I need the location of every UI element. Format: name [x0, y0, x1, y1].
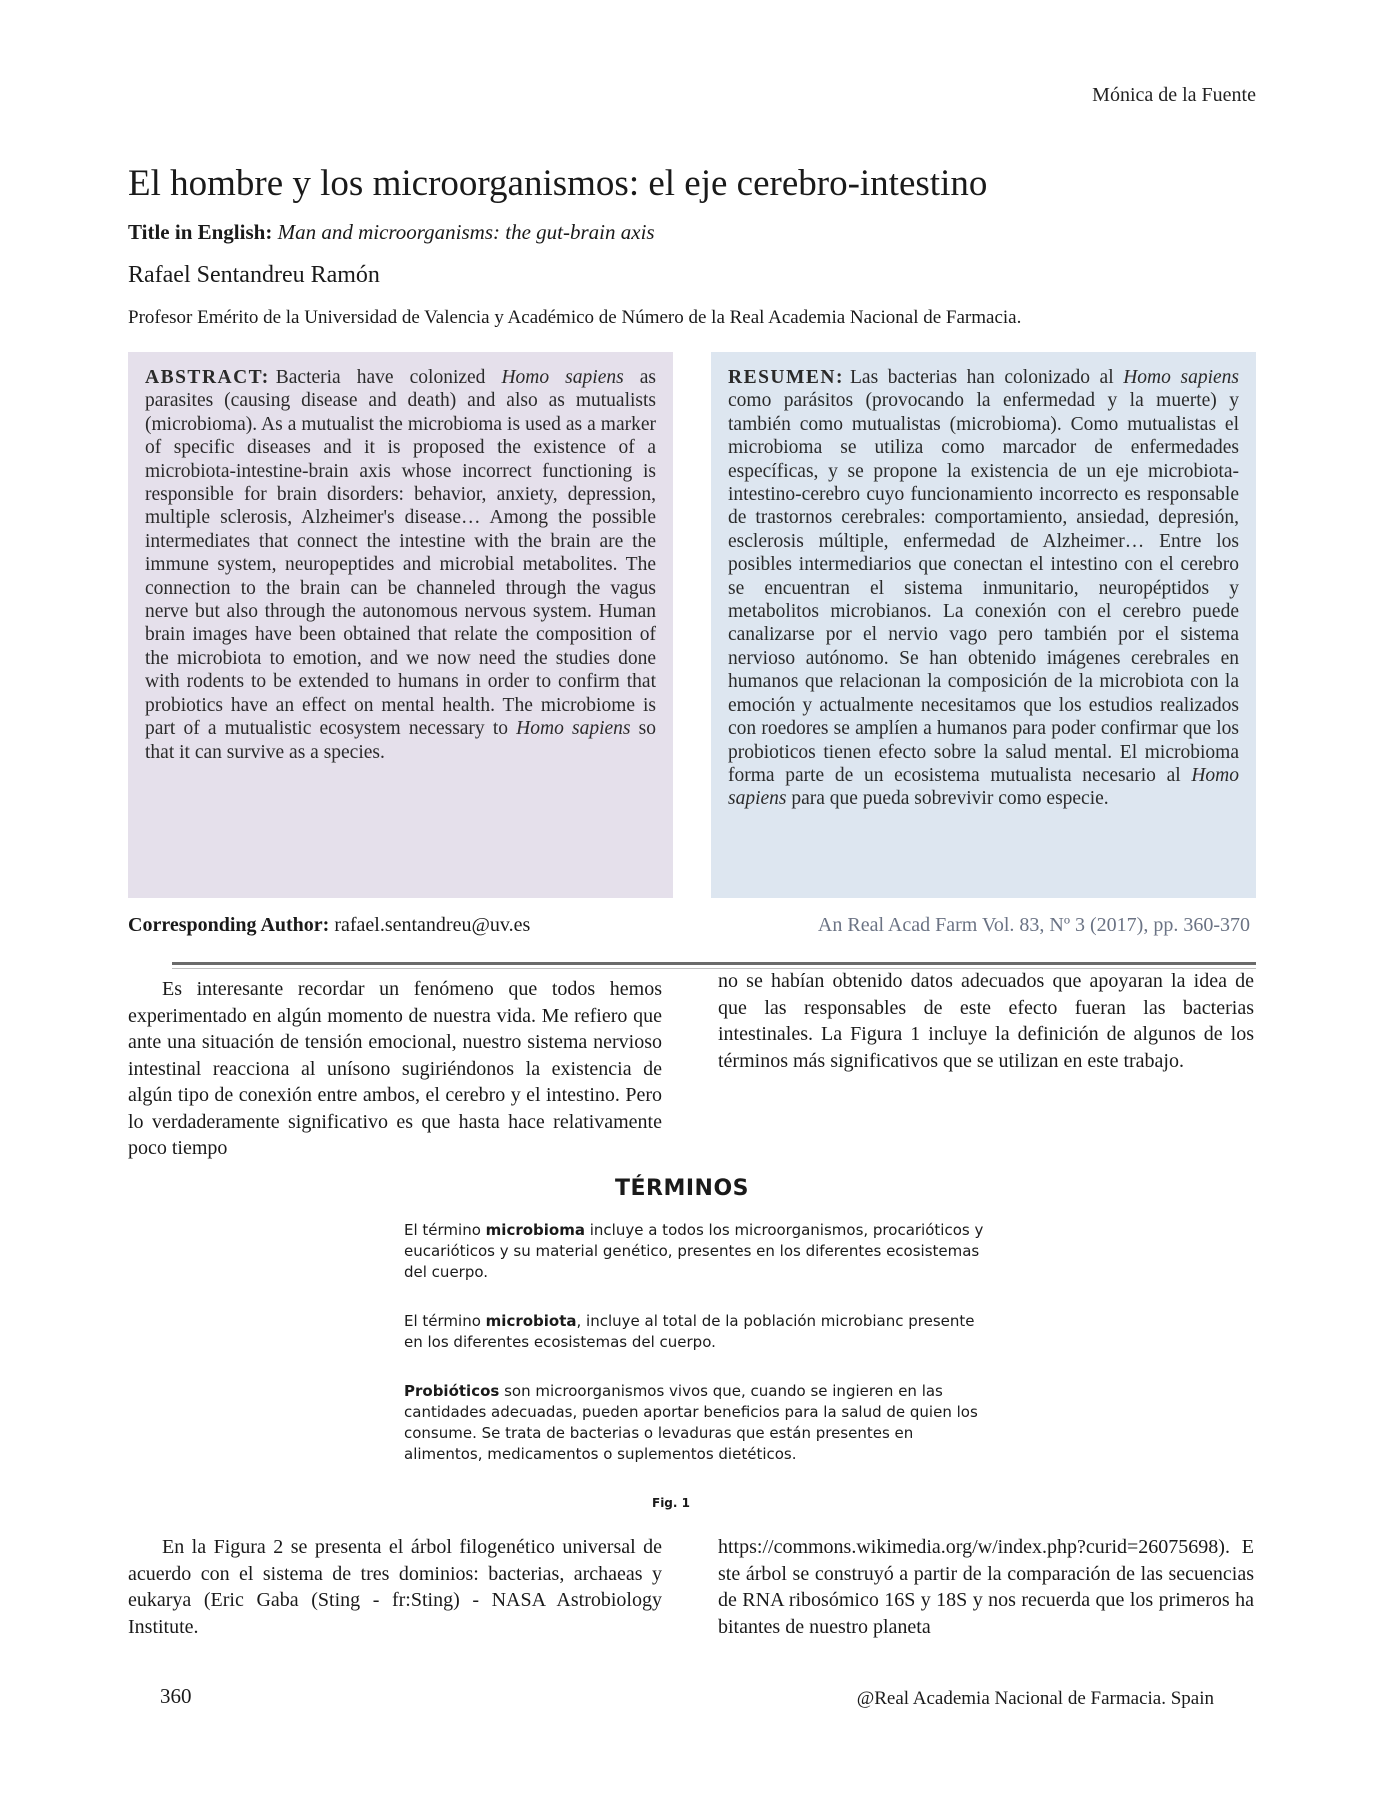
definition-probioticos: [404, 1381, 994, 1465]
resumen-text-2: como parásitos (provocando la enfermedad y la muerte) y también como mutualistas (microbioma). Como mutualistas el microbioma se utiliza como marcador de enfermedades específicas, y se propone la existencia de un eje microbiota-intestino-cerebro cuyo funcionamiento incorrecto es responsable de trastornos cerebrales: comportamiento, ansiedad, depresión, esclerosis múltiple, enfermedad de Alzheimer… Entre los posibles intermediarios que conectan el intestino con el cerebro se encuentran el sistema inmunitario, neuropéptidos y metabolitos microbianos. La conexión con el cerebro puede canalizarse por el nervio vago pero también por el sistema nervioso autónomo. Se han obtenido imágenes cerebrales en humanos que relacionan la composición de la microbiota con la emoción y actualmente necesitamos que los estudios realizados con roedores se amplíen a humanos para poder confirmar que los probioticos tienen efecto sobre la salud mental. El microbioma forma parte de un ecosistema mutualista necesario al: [728, 390, 1239, 786]
publisher-footer: @Real Academia Nacional de Farmacia. Spain: [856, 1688, 1214, 1709]
english-title-value: Man and microorganisms: the gut-brain axis: [277, 220, 655, 244]
definition-microbiota-text: , incluye al total de la población microbianc presente en los diferentes ecosistemas del cuerpo.: [404, 1312, 975, 1351]
abstract-text-1: Bacteria have colonized: [275, 367, 502, 388]
body-paragraph-left-2: En la Figura 2 se presenta el árbol filogenético universal de acuerdo con el sistema de tres dominios: bacterias, archaeas y eukarya (Eric Gaba (Sting - fr:Sting) - NASA Astrobiology Institute.: [128, 1536, 662, 1638]
resumen-text-3: para que pueda sobrevivir como especie.: [786, 788, 1109, 810]
abstract-label: ABSTRACT:: [145, 367, 270, 388]
resumen-text-1: Las bacterias han colonizado al: [850, 367, 1124, 388]
body-paragraph-right-2: https://commons.wikimedia.org/w/index.php?curid=26075698). Este árbol se construyó a partir de la comparación de las secuencias de RNA ribosómico 16S y 18S y nos recuerda que los primeros habitantes de nuestro planeta: [718, 1536, 1254, 1638]
definition-microbiota: [404, 1311, 994, 1353]
definition-probioticos-text: son microorganismos vivos que, cuando se ingieren en las cantidades adecuadas, pueden aportar beneficios para la salud de quien los consume. Se trata de bacterias o levaduras que están presentes en alimentos, medicamentos o suplementos dietéticos.: [404, 1382, 978, 1463]
abstract-italic-1: Homo sapiens: [501, 367, 624, 388]
english-title-label: Title in English:: [128, 220, 273, 244]
page-number: 360: [160, 1684, 192, 1708]
definition-microbiota-pre: El término: [404, 1312, 486, 1330]
body-paragraph-left-1: Es interesante recordar un fenómeno que todos hemos experimentado en algún momento de nuestra vida. Me refiero que ante una situación de tensión emocional, nuestro sistema nervioso intestinal reacciona al unísono sugiriéndonos la existencia de algún tipo de conexión entre ambos, el cerebro y el intestino. Pero lo verdaderamente significativo es que hasta hace relativamente poco tiempo: [128, 978, 662, 1159]
author-name: Rafael Sentandreu Ramón: [128, 262, 380, 288]
figure-heading: TÉRMINOS: [615, 1176, 750, 1201]
abstract-box: [128, 352, 673, 898]
figure-caption: Fig. 1: [652, 1496, 690, 1510]
definition-probioticos-term: Probióticos: [404, 1382, 500, 1400]
abstract-text-3: so that it can survive as a species.: [145, 718, 656, 763]
english-title: [128, 220, 655, 245]
resumen-box: [711, 352, 1256, 898]
abstract-italic-2: Homo sapiens: [516, 718, 631, 740]
figure-1: [380, 1176, 1020, 1516]
corresponding-author: [128, 914, 530, 937]
resumen-italic-1: Homo sapiens: [1123, 367, 1239, 388]
journal-citation: An Real Acad Farm Vol. 83, Nº 3 (2017), pp. 360-370: [817, 914, 1250, 936]
body-paragraph-right-1: no se habían obtenido datos adecuados que apoyaran la idea de que las responsables de este efecto fueran las bacterias intestinales. La Figura 1 incluye la definición de algunos de los términos más significativos que se utilizan en este trabajo.: [718, 970, 1254, 1072]
running-head: Mónica de la Fuente: [1092, 84, 1256, 106]
article-title: El hombre y los microorganismos: el eje cerebro-intestino: [128, 163, 988, 204]
corresponding-author-email[interactable]: rafael.sentandreu@uv.es: [334, 914, 531, 936]
resumen-italic-2: Homo sapiens: [728, 764, 1239, 810]
definition-microbioma: [404, 1220, 994, 1283]
author-affiliation: Profesor Emérito de la Universidad de Valencia y Académico de Número de la Real Academia Nacional de Farmacia.: [128, 307, 1022, 328]
definition-microbioma-pre: El término: [404, 1221, 486, 1239]
corresponding-author-label: Corresponding Author:: [128, 914, 330, 936]
abstract-text-2: as parasites (causing disease and death) and also as mutualists (microbioma). As a mutualist the microbioma is used as a marker of specific diseases and it is proposed the existence of a microbiota-intestine-brain axis whose incorrect functioning is responsible for brain disorders: behavior, anxiety, depression, multiple sclerosis, Alzheimer's disease… Among the possible intermediates that connect the intestine with the brain are the immune system, neuropeptides and microbial metabolites. The connection to the brain can be channeled through the vagus nerve but also through the autonomous nervous system. Human brain images have been obtained that relate the composition of the microbiota to emotion, and we now need the studies done with rodents to be extended to humans in order to confirm that probiotics have an effect on mental health. The microbiome is part of a mutualistic ecosystem necessary to: [145, 367, 656, 740]
definition-microbiota-term: microbiota: [485, 1312, 577, 1330]
definition-microbioma-text: incluye a todos los microorganismos, procarióticos y eucarióticos y su material genético, presentes en los diferentes ecosistemas del cuerpo.: [404, 1221, 984, 1281]
section-divider: [172, 962, 1256, 965]
definition-microbioma-term: microbioma: [485, 1221, 585, 1239]
resumen-label: RESUMEN:: [728, 367, 845, 388]
